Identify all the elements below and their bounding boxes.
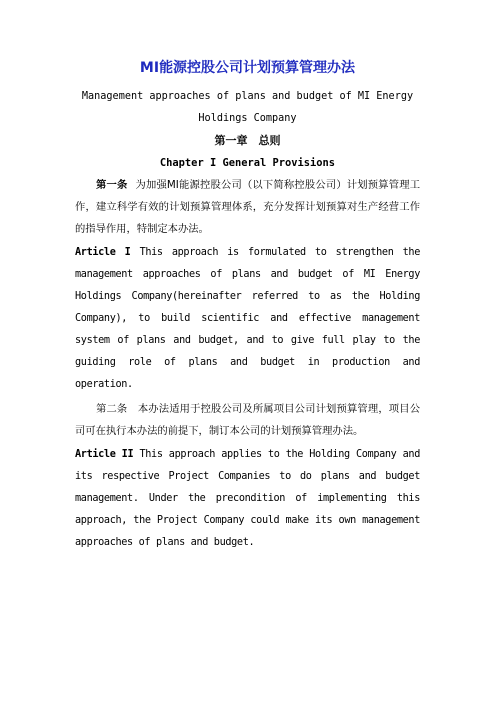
document-body: [75, 58, 420, 554]
article-1-english-label: Article I: [75, 247, 131, 258]
article-2-english: [75, 444, 420, 554]
article-1-chinese: [75, 174, 420, 240]
article-2-english-text: This approach applies to the Holding Company and its respective Project Companies to do plans and budget management. Under the precondition of implementing this approach, the Project Company could make its own management approaches of plans and budget.: [75, 449, 420, 548]
chapter-heading-english: Chapter I General Provisions: [159, 157, 336, 169]
article-1-english-text: This approach is formulated to strengthen the management approaches of plans and budget of MI Energy Holdings Company(hereinafter referred to as the Holding Company), to build scientific and effective management system of plans and budget, and to give full play to the guiding role of plans and budget in production and operation.: [75, 247, 420, 390]
article-1-english: [75, 242, 420, 396]
document-subtitle: Management approaches of plans and budget of MI Energy Holdings Company: [81, 91, 414, 124]
article-2-chinese: 第二条 本办法适用于控股公司及所属项目公司计划预算管理，项目公司可在执行本办法的前提下，制订本公司的计划预算管理办法。: [75, 403, 420, 437]
article-1-chinese-label: 第一条: [96, 179, 128, 191]
article-1-chinese-text: 为加强MI能源控股公司（以下简称控股公司）计划预算管理工作，建立科学有效的计划预算管理体系，充分发挥计划预算对生产经营工作的指导作用，特制定本办法。: [75, 179, 421, 235]
document-title: MI能源控股公司计划预算管理办法: [139, 60, 356, 76]
article-2-english-label: Article II: [75, 449, 134, 460]
chapter-heading-chinese: 第一章 总则: [214, 134, 281, 147]
